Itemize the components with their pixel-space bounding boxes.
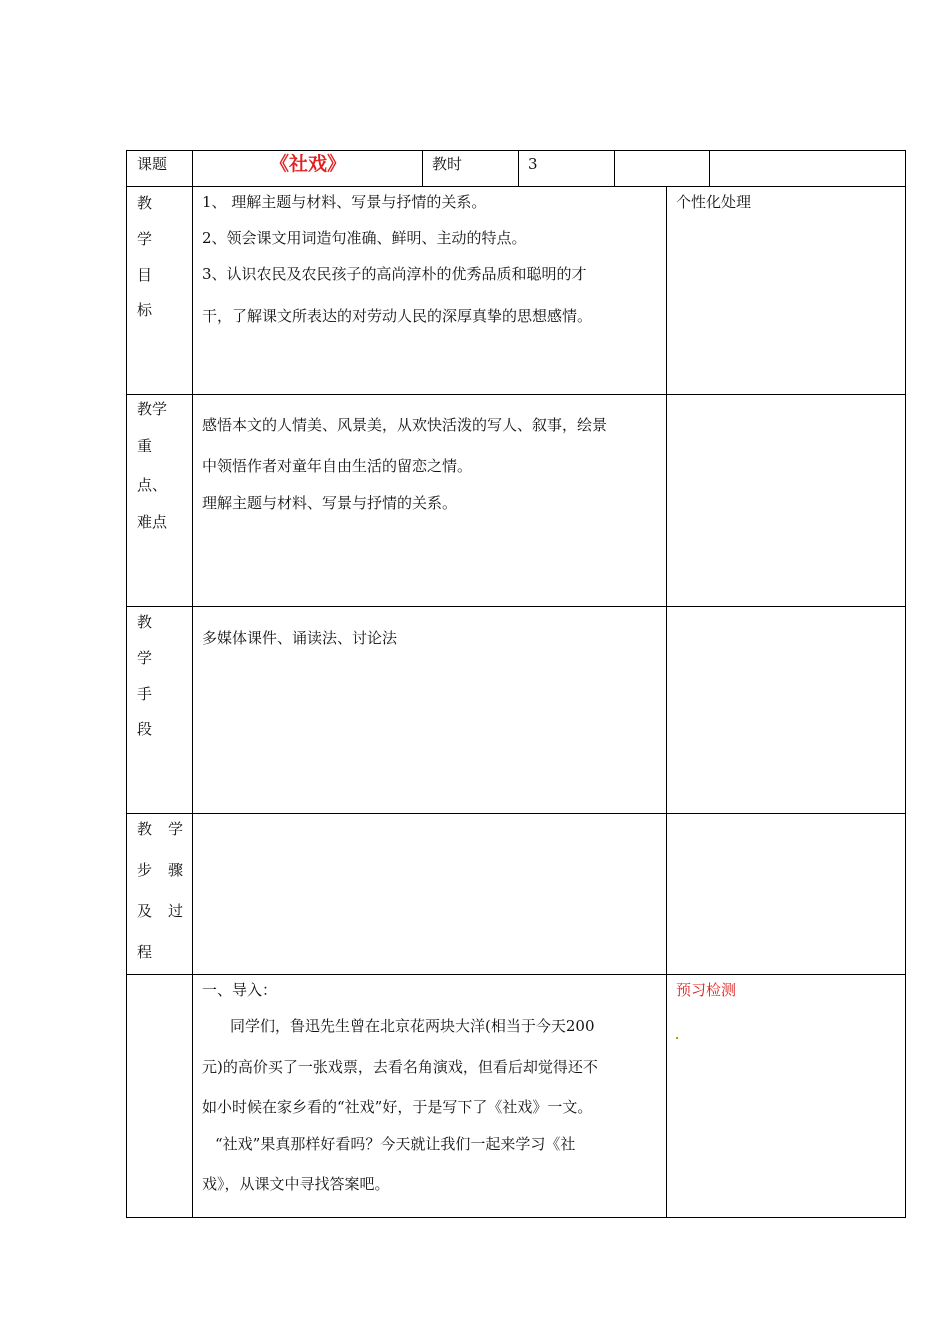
means-label-3: 手 <box>137 685 153 703</box>
table-border <box>192 150 193 1218</box>
topic-label: 课题 <box>137 155 168 173</box>
table-border <box>614 150 615 186</box>
objectives-label-3: 目 <box>137 266 153 284</box>
keypoints-label-1: 教学 <box>137 400 168 418</box>
steps-label-1b: 学 <box>168 820 184 838</box>
periods-value: 3 <box>528 155 538 173</box>
table-border <box>126 186 906 187</box>
table-border <box>126 150 127 1218</box>
objective-line: 2、领会课文用词造句准确、鲜明、主动的特点。 <box>202 229 527 247</box>
intro-line: 如小时候在家乡看的“社戏”好，于是写下了《社戏》一文。 <box>202 1098 593 1116</box>
keypoints-label-2: 重 <box>137 437 153 455</box>
means-label-1: 教 <box>137 613 153 631</box>
objectives-label-4: 标 <box>137 301 153 319</box>
marker-dot <box>676 1037 678 1039</box>
objectives-label-1: 教 <box>137 194 153 212</box>
intro-line: 元)的高价买了一张戏票，去看名角演戏，但看后却觉得还不 <box>202 1058 598 1076</box>
table-border <box>666 186 667 1218</box>
lesson-title: 《社戏》 <box>270 153 347 175</box>
steps-label-3b: 过 <box>168 902 184 920</box>
steps-label-2b: 骤 <box>168 861 184 879</box>
keypoint-line: 感悟本文的人情美、风景美，从欢快活泼的写人、叙事，绘景 <box>202 416 608 434</box>
objectives-label-2: 学 <box>137 230 153 248</box>
intro-line: 戏》，从课文中寻找答案吧。 <box>202 1175 390 1193</box>
intro-heading: 一、导入： <box>202 981 278 999</box>
table-border <box>709 150 710 186</box>
means-label-2: 学 <box>137 649 153 667</box>
intro-line: “社戏”果真那样好看吗？今天就让我们一起来学习《社 <box>215 1135 576 1153</box>
keypoints-label-4: 难点 <box>137 513 168 531</box>
table-border <box>126 974 906 975</box>
table-border <box>126 606 906 607</box>
table-border <box>905 150 906 1218</box>
keypoint-line: 中领悟作者对童年自由生活的留恋之情。 <box>202 457 473 475</box>
table-border <box>126 394 906 395</box>
table-border <box>126 150 906 151</box>
means-text: 多媒体课件、诵读法、讨论法 <box>202 629 398 647</box>
objective-line: 干，了解课文所表达的对劳动人民的深厚真挚的思想感情。 <box>202 307 593 325</box>
steps-label-2a: 步 <box>137 861 153 879</box>
preview-check-label: 预习检测 <box>676 981 737 999</box>
objective-line: 1、 理解主题与材料、写景与抒情的关系。 <box>202 193 487 211</box>
periods-label: 教时 <box>432 155 463 173</box>
intro-line: 同学们，鲁迅先生曾在北京花两块大洋(相当于今天200 <box>230 1017 595 1035</box>
personalized-label: 个性化处理 <box>676 193 752 211</box>
keypoint-line: 理解主题与材料、写景与抒情的关系。 <box>202 494 458 512</box>
steps-label-1a: 教 <box>137 820 153 838</box>
objective-line: 3、认识农民及农民孩子的高尚淳朴的优秀品质和聪明的才 <box>202 265 587 283</box>
means-label-4: 段 <box>137 720 153 738</box>
table-border <box>422 150 423 186</box>
steps-label-4: 程 <box>137 943 153 961</box>
table-border <box>518 150 519 186</box>
keypoints-label-3: 点、 <box>137 476 168 494</box>
table-border <box>126 813 906 814</box>
table-border <box>126 1217 906 1218</box>
steps-label-3a: 及 <box>137 902 153 920</box>
